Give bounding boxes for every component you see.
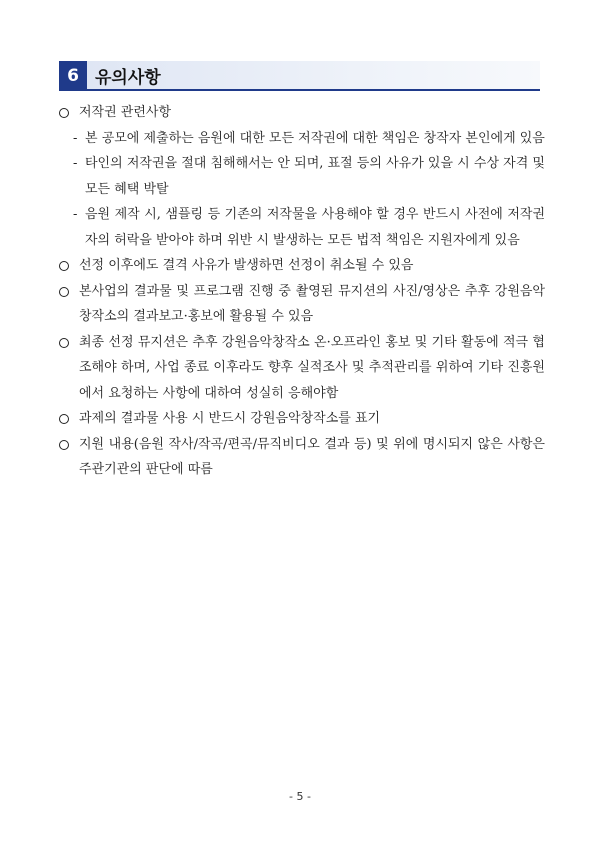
circle-bullet-icon [59,287,69,297]
item-text: 지원 내용(음원 작사/작곡/편곡/뮤직비디오 결과 등) 및 위에 명시되지 않은 사항은 주관기관의 판단에 따름 [79,436,545,477]
section-number: 6 [59,61,87,91]
list-item [59,279,545,330]
circle-bullet-icon [59,338,69,348]
list-item [59,100,545,126]
page-number: - 5 - [289,790,311,803]
list-item [59,330,545,407]
sub-item-text: 타인의 저작권을 절대 침해해서는 안 되며, 표절 등의 사유가 있을 시 수상 자격 및 모든 혜택 박탈 [85,156,545,197]
section-title: 유의사항 [95,67,161,88]
sub-item [59,151,545,202]
sub-item-text: 본 공모에 제출하는 음원에 대한 모든 저작권에 대한 책임은 창작자 본인에게 있음 [85,130,545,146]
circle-bullet-icon [59,440,69,450]
circle-bullet-icon [59,108,69,118]
circle-bullet-icon [59,414,69,424]
item-text: 과제의 결과물 사용 시 반드시 강원음악창작소를 표기 [79,411,381,426]
list-item [59,253,545,279]
sub-item-text: 음원 제작 시, 샘플링 등 기존의 저작물을 사용해야 할 경우 반드시 사전에 저작권자의 허락을 받아야 하며 위반 시 발생하는 모든 법적 책임은 지원자에게 있음 [85,207,545,248]
notice-list [59,100,545,483]
list-item [59,432,545,483]
sub-item [59,202,545,253]
dash-marker: - [73,130,78,146]
dash-marker: - [73,207,78,222]
section-header [59,61,540,91]
dash-marker: - [73,156,78,171]
section-title-box [87,61,540,91]
item-text: 최종 선정 뮤지션은 추후 강원음악창작소 온·오프라인 홍보 및 기타 활동에 적극 협조해야 하며, 사업 종료 이후라도 향후 실적조사 및 추적관리를 위하여 기타 진흥원에서 요청하는 사항에 대하여 성실히 응해야함 [79,334,545,401]
item-text: 저작권 관련사항 [79,105,172,120]
item-text: 선정 이후에도 결격 사유가 발생하면 선정이 취소될 수 있음 [79,258,414,273]
list-item [59,406,545,432]
item-text: 본사업의 결과물 및 프로그램 진행 중 촬영된 뮤지션의 사진/영상은 추후 강원음악창작소의 결과보고·홍보에 활용될 수 있음 [79,283,545,324]
sub-item [59,126,545,152]
circle-bullet-icon [59,261,69,271]
